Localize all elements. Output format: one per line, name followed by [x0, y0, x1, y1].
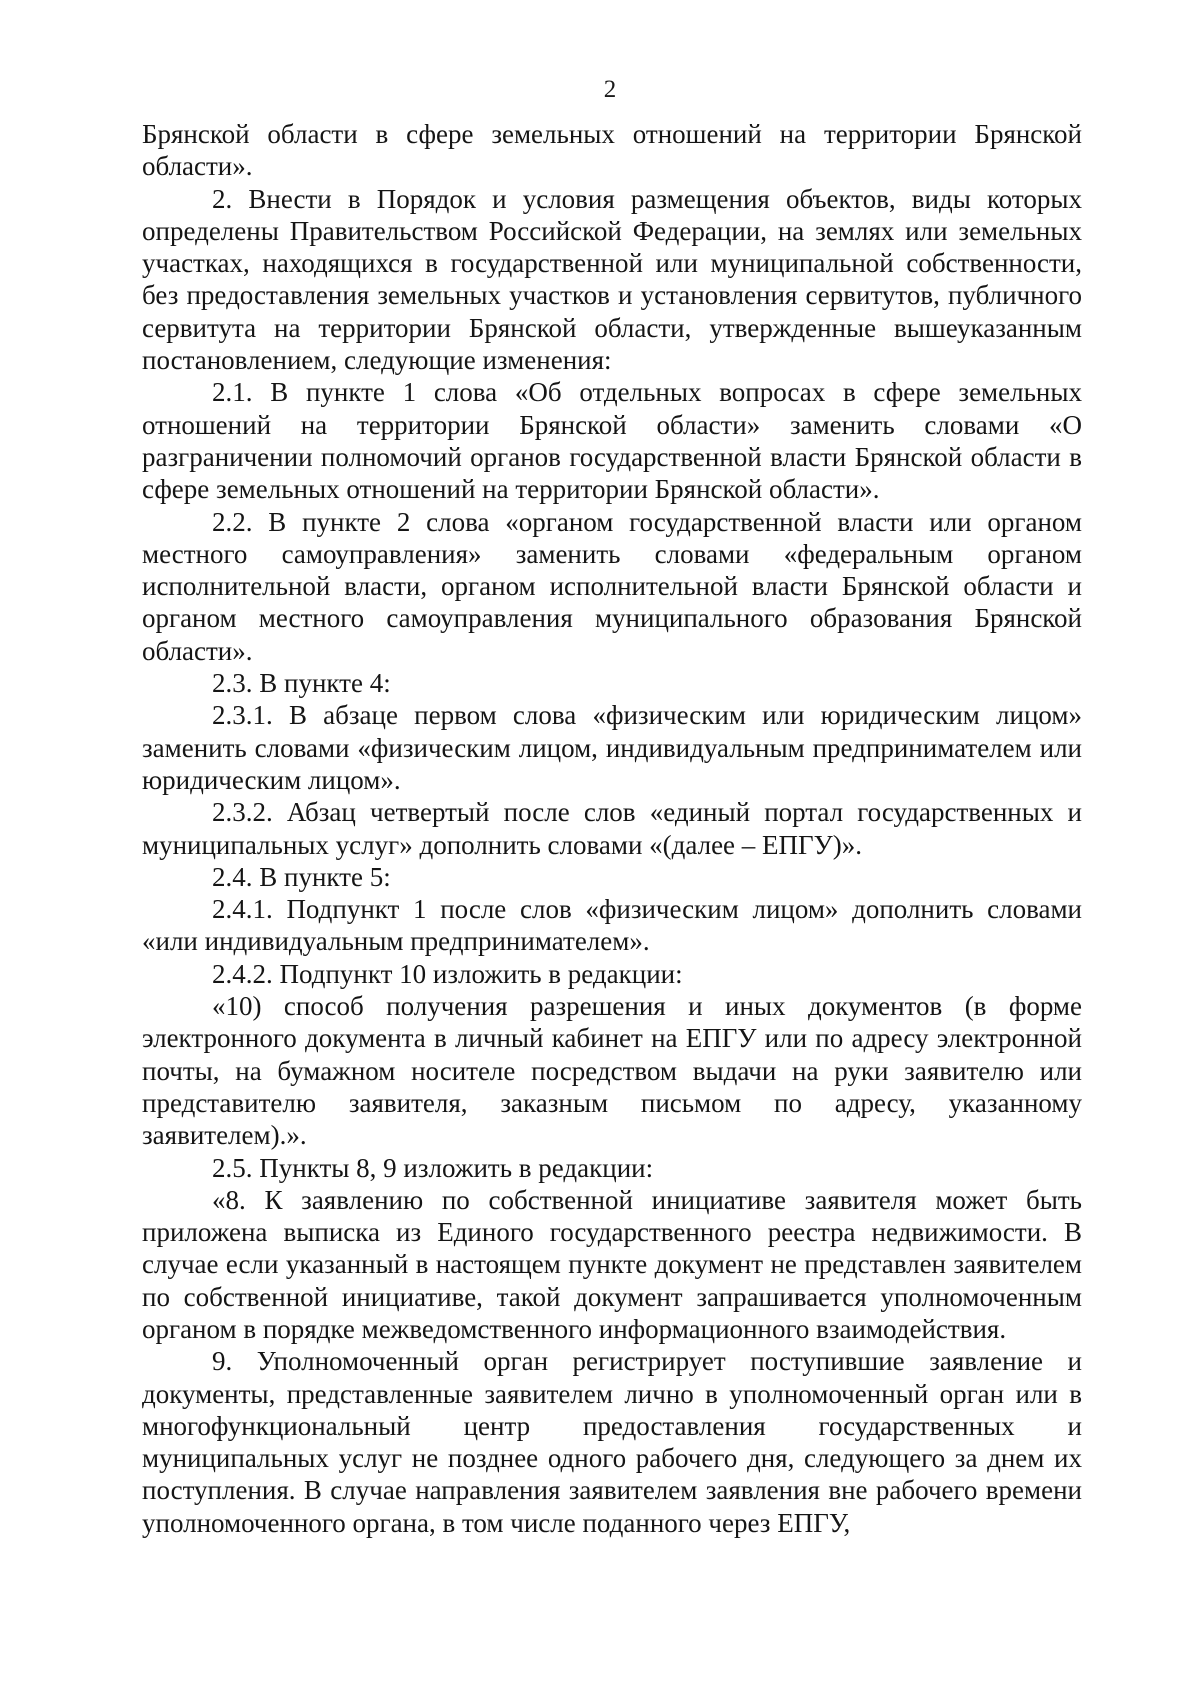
paragraph-item-2-4: 2.4. В пункте 5: — [212, 861, 391, 892]
paragraph-item-2-5: 2.5. Пункты 8, 9 изложить в редакции: — [212, 1152, 654, 1183]
paragraph-quote-8: «8. К заявлению по собственной инициативе заявителя может быть приложена выписка из Единого государственного реестра недвижимости. В случае если указанный в настоящем пункте документ не представлен заявителем по собственной инициативе, такой документ запрашивается уполномоченным органом в порядке межведомственного информационного взаимодействия. — [142, 1184, 1082, 1344]
document-body — [142, 118, 1082, 1539]
paragraph-quote-10: «10) способ получения разрешения и иных документов (в форме электронного документа в личный кабинет на ЕПГУ или по адресу электронной почты, на бумажном носителе посредством выдачи на руки заявителю или представителю заявителя, заказным письмом по адресу, указанному заявителем).». — [142, 991, 1082, 1151]
paragraph-item-2-4-2: 2.4.2. Подпункт 10 изложить в редакции: — [212, 958, 683, 989]
paragraph-item-2-1: 2.1. В пункте 1 слова «Об отдельных вопросах в сфере земельных отношений на территории Брянской области» заменить словами «О разграничении полномочий органов государственной власти Брянской области в сфере земельных отношений на территории Брянской области». — [142, 377, 1082, 505]
paragraph-item-2-2: 2.2. В пункте 2 слова «органом государственной власти или органом местного самоуправления» заменить словами «федеральным органом исполнительной власти, органом исполнительной власти Брянской области и органом местного самоуправления муниципального образования Брянской области». — [142, 506, 1082, 666]
paragraph-item-2-3: 2.3. В пункте 4: — [212, 668, 391, 699]
paragraph-quote-9: 9. Уполномоченный орган регистрирует поступившие заявление и документы, представленные заявителем лично в уполномоченный орган или в многофункциональный центр предоставления государственных и муниципальных услуг не позднее одного рабочего дня, следующего за днем их поступления. В случае направления заявителем заявления вне рабочего времени уполномоченного органа, в том числе поданного через ЕПГУ, — [142, 1346, 1082, 1538]
paragraph-item-2: 2. Внести в Порядок и условия размещения объектов, виды которых определены Правительством Российской Федерации, на землях или земельных участках, находящихся в государственной или муниципальной собственности, без предоставления земельных участков и установления сервитутов, публичного сервитута на территории Брянской области, утвержденные вышеуказанным постановлением, следующие изменения: — [142, 183, 1082, 376]
paragraph-item-2-4-1: 2.4.1. Подпункт 1 после слов «физическим лицом» дополнить словами «или индивидуальным предпринимателем». — [142, 894, 1082, 957]
paragraph-item-2-3-1: 2.3.1. В абзаце первом слова «физическим или юридическим лицом» заменить словами «физическим лицом, индивидуальным предпринимателем или юридическим лицом». — [142, 700, 1082, 795]
paragraph-continuation: Брянской области в сфере земельных отношений на территории Брянской области». — [142, 119, 1082, 182]
paragraph-item-2-3-2: 2.3.2. Абзац четвертый после слов «единый портал государственных и муниципальных услуг» дополнить словами «(далее – ЕПГУ)». — [142, 797, 1082, 860]
page-number: 2 — [603, 76, 617, 103]
